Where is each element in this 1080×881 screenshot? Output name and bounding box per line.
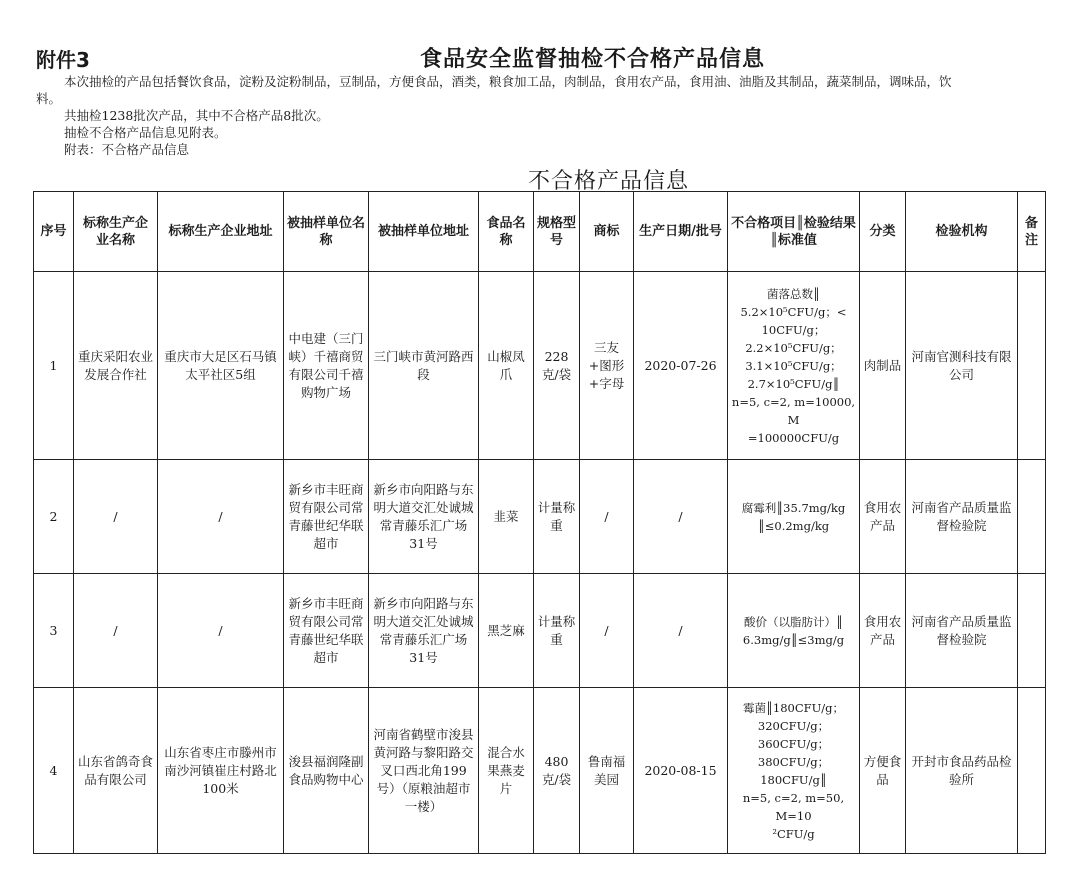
header-cell: 检验机构	[906, 192, 1018, 272]
failed-item-line: ²CFU/g	[772, 826, 815, 841]
testing-lab: 开封市食品药品检验所	[906, 688, 1018, 854]
unqualified-products-table	[33, 191, 1046, 854]
producer-address: /	[158, 460, 284, 574]
header-cell: 序号	[34, 192, 74, 272]
intro-line-4: 附表：不合格产品信息	[64, 142, 190, 157]
failed-item	[728, 574, 860, 688]
header-cell: 食品名称	[479, 192, 534, 272]
failed-item-line: 霉菌║180CFU/g；	[742, 700, 845, 715]
spec: 480克/袋	[534, 688, 580, 854]
category: 食用农产品	[860, 460, 906, 574]
table-row	[34, 688, 1046, 854]
failed-item-line: ║≤0.2mg/kg	[757, 518, 830, 533]
row-number: 2	[34, 460, 74, 574]
producer-name: /	[74, 460, 158, 574]
header-cell: 商标	[580, 192, 634, 272]
failed-item-line: 380CFU/g；	[757, 754, 830, 769]
failed-item-line: n=5, c=2, m=50, M=10	[742, 790, 845, 823]
producer-address: 重庆市大足区石马镇太平社区5组	[158, 272, 284, 460]
sampled-unit-name: 中电建（三门峡）千禧商贸有限公司千禧购物广场	[284, 272, 369, 460]
table-row	[34, 574, 1046, 688]
brand: 三友+图形+字母	[580, 272, 634, 460]
food-name: 混合水果燕麦片	[479, 688, 534, 854]
header-cell: 不合格项目║检验结果║标准值	[728, 192, 860, 272]
brand: /	[580, 574, 634, 688]
producer-name: 重庆采阳农业发展合作社	[74, 272, 158, 460]
failed-item-line: 6.3mg/g║≤3mg/g	[742, 632, 845, 647]
header-cell: 生产日期/批号	[634, 192, 728, 272]
remark	[1018, 460, 1046, 574]
category: 食用农产品	[860, 574, 906, 688]
failed-item-line: 3.1×10⁵CFU/g；	[745, 358, 842, 373]
intro-line-1-cont: 料。	[36, 91, 62, 106]
testing-lab: 河南省产品质量监督检验院	[906, 574, 1018, 688]
intro-line-3: 抽检不合格产品信息见附表。	[64, 125, 227, 140]
header-cell: 规格型号	[534, 192, 580, 272]
production-date: /	[634, 460, 728, 574]
intro-line-2: 共抽检1238批次产品，其中不合格产品8批次。	[64, 108, 329, 123]
category: 方便食品	[860, 688, 906, 854]
sampled-unit-name: 新乡市丰旺商贸有限公司常青藤世纪华联超市	[284, 460, 369, 574]
table-header-row	[34, 192, 1046, 272]
failed-item-line: n=5, c=2, m=10000, M	[731, 394, 856, 427]
brand: /	[580, 460, 634, 574]
food-name: 韭菜	[479, 460, 534, 574]
failed-item-line: 酸价（以脂肪计）║	[744, 614, 843, 629]
remark	[1018, 688, 1046, 854]
production-date: 2020-07-26	[634, 272, 728, 460]
header-cell: 分类	[860, 192, 906, 272]
category: 肉制品	[860, 272, 906, 460]
intro-line-1: 本次抽检的产品包括餐饮食品，淀粉及淀粉制品，豆制品，方便食品，酒类，粮食加工品，肉制品，食用农产品，食用油、油脂及其制品，蔬菜制品，调味品，饮	[64, 74, 952, 89]
testing-lab: 河南省产品质量监督检验院	[906, 460, 1018, 574]
failed-item-line: 5.2×10⁵CFU/g；<	[740, 304, 847, 319]
failed-item-line: 320CFU/g；	[757, 718, 830, 733]
failed-item-line: 2.2×10⁵CFU/g；	[745, 340, 842, 355]
producer-name: /	[74, 574, 158, 688]
intro-text	[36, 73, 1066, 158]
failed-item-line: 180CFU/g║	[760, 772, 827, 787]
sampled-unit-address: 新乡市向阳路与东明大道交汇处诚城常青藤乐汇广场31号	[369, 574, 479, 688]
header-cell: 标称生产企业地址	[158, 192, 284, 272]
production-date: 2020-08-15	[634, 688, 728, 854]
failed-item	[728, 272, 860, 460]
attachment-label: 附件3	[36, 48, 90, 72]
producer-name: 山东省鸽奇食品有限公司	[74, 688, 158, 854]
brand: 鲁南福美园	[580, 688, 634, 854]
failed-item-line: 360CFU/g；	[757, 736, 830, 751]
sampled-unit-address: 河南省鹤壁市浚县黄河路与黎阳路交叉口西北角199号）（原粮油超市一楼）	[369, 688, 479, 854]
failed-item	[728, 688, 860, 854]
spec: 计量称重	[534, 574, 580, 688]
failed-item-line: 菌落总数║	[767, 286, 820, 301]
food-name: 黑芝麻	[479, 574, 534, 688]
spec: 228克/袋	[534, 272, 580, 460]
sampled-unit-address: 三门峡市黄河路西段	[369, 272, 479, 460]
header-cell: 被抽样单位地址	[369, 192, 479, 272]
sampled-unit-address: 新乡市向阳路与东明大道交汇处诚城常青藤乐汇广场31号	[369, 460, 479, 574]
sampled-unit-name: 新乡市丰旺商贸有限公司常青藤世纪华联超市	[284, 574, 369, 688]
table-row	[34, 272, 1046, 460]
failed-item-line: 2.7×10⁵CFU/g║	[747, 376, 840, 391]
remark	[1018, 574, 1046, 688]
remark	[1018, 272, 1046, 460]
failed-item-line: 10CFU/g；	[761, 322, 826, 337]
row-number: 1	[34, 272, 74, 460]
producer-address: /	[158, 574, 284, 688]
row-number: 4	[34, 688, 74, 854]
food-name: 山椒凤爪	[479, 272, 534, 460]
sampled-unit-name: 浚县福润隆副食品购物中心	[284, 688, 369, 854]
table-title: 不合格产品信息	[528, 169, 690, 194]
failed-item-line: 腐霉利║35.7mg/kg	[741, 500, 846, 515]
failed-item	[728, 460, 860, 574]
page-title: 食品安全监督抽检不合格产品信息	[420, 47, 766, 72]
header-cell: 被抽样单位名称	[284, 192, 369, 272]
testing-lab: 河南官测科技有限公司	[906, 272, 1018, 460]
row-number: 3	[34, 574, 74, 688]
table-row	[34, 460, 1046, 574]
spec: 计量称重	[534, 460, 580, 574]
failed-item-line: =100000CFU/g	[747, 430, 840, 445]
header-cell: 备注	[1018, 192, 1046, 272]
header-cell: 标称生产企业名称	[74, 192, 158, 272]
producer-address: 山东省枣庄市滕州市南沙河镇崔庄村路北100米	[158, 688, 284, 854]
production-date: /	[634, 574, 728, 688]
